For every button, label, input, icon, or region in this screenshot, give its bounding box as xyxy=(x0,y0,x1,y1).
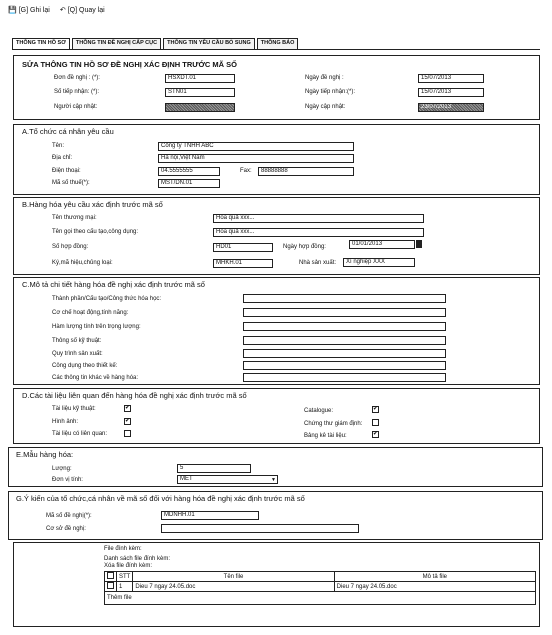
luong-input[interactable]: 5 xyxy=(177,464,251,473)
cong-dung-input[interactable] xyxy=(243,361,446,370)
don-de-nghi-input[interactable]: HSXDT.01 xyxy=(165,74,235,83)
tai-lieu-ky-thuat-checkbox[interactable] xyxy=(124,405,131,412)
page-title: SỬA THÔNG TIN HỒ SƠ ĐỀ NGHỊ XÁC ĐỊNH TRƯỚC MÃ SỐ xyxy=(22,60,237,69)
tab-divider xyxy=(12,49,540,50)
dien-thoai-input[interactable]: 04.5555555 xyxy=(158,167,220,176)
catalogue-label: Catalogue: xyxy=(304,408,334,414)
col-ten-file: Tên file xyxy=(133,572,334,582)
so-hop-dong-label: Số hợp đồng: xyxy=(52,244,89,250)
catalogue-checkbox[interactable] xyxy=(372,406,379,413)
table-row xyxy=(105,582,536,592)
thanh-phan-input[interactable] xyxy=(243,294,446,303)
them-file-cell xyxy=(105,592,536,605)
back-button[interactable] xyxy=(60,6,105,14)
hinh-anh-checkbox[interactable] xyxy=(124,418,131,425)
tab-thong-bao[interactable]: THÔNG BÁO xyxy=(257,38,299,49)
quy-trinh-label: Quy trình sản xuất: xyxy=(52,351,103,357)
select-all-checkbox[interactable] xyxy=(107,572,114,579)
row-select-cell xyxy=(105,582,117,592)
thong-so-label: Thông số kỹ thuật: xyxy=(52,338,102,344)
section-g-title: G.Ý kiến của tổ chức,cá nhân về mã số đối với hàng hóa đề nghị xác định trước mã số xyxy=(16,494,305,503)
nguoi-cap-nhat-label: Người cập nhật: xyxy=(54,104,98,110)
ky-ma-hieu-input[interactable]: MHKH.01 xyxy=(213,259,273,268)
thong-tin-khac-input[interactable] xyxy=(243,373,446,382)
dien-thoai-label: Điện thoại: xyxy=(52,168,81,174)
thanh-phan-label: Thành phần/Cấu tạo/Công thức hóa học: xyxy=(52,296,162,302)
ham-luong-input[interactable] xyxy=(243,322,446,331)
files-table-header xyxy=(105,572,536,582)
ngay-hop-dong-label: Ngày hợp đồng: xyxy=(283,244,326,250)
save-label: [G] Ghi lại xyxy=(18,6,50,14)
mst-label: Mã số thuế(*): xyxy=(52,180,90,186)
fax-input[interactable]: 88888888 xyxy=(258,167,354,176)
section-a-title: A.Tổ chức cá nhân yêu cầu xyxy=(22,127,114,136)
bang-ke-checkbox[interactable] xyxy=(372,431,379,438)
so-tiep-nhan-label: Số tiếp nhận: (*): xyxy=(54,89,100,95)
tai-lieu-lien-quan-checkbox[interactable] xyxy=(124,430,131,437)
xoa-file-label: Xóa file đính kèm: xyxy=(104,563,153,569)
tab-yeu-cau-bo-sung[interactable]: THÔNG TIN YÊU CẦU BỔ SUNG xyxy=(163,38,255,49)
ham-luong-label: Hàm lượng tính trên trọng lượng: xyxy=(52,324,141,330)
nha-san-xuat-label: Nhà sản xuất: xyxy=(299,260,337,266)
don-vi-tinh-label: Đơn vị tính: xyxy=(52,477,83,483)
co-so-input[interactable] xyxy=(161,524,359,533)
file-dinh-kem-label: File đính kèm: xyxy=(104,546,142,552)
tai-lieu-lien-quan-label: Tài liệu có liên quan: xyxy=(52,431,108,437)
row-checkbox[interactable] xyxy=(107,582,114,589)
calendar-icon[interactable] xyxy=(416,240,422,248)
back-arrow-icon: ↶ xyxy=(59,7,66,14)
nha-san-xuat-input[interactable]: Xí nghiệp XXX xyxy=(343,258,415,267)
don-vi-tinh-value: MET xyxy=(180,476,193,482)
luong-label: Lượng: xyxy=(52,466,72,472)
thong-tin-khac-label: Các thông tin khác về hàng hóa: xyxy=(52,375,139,381)
nguoi-cap-nhat-input xyxy=(165,103,235,112)
add-file-row xyxy=(105,592,536,605)
tab-thong-tin-ho-so[interactable]: THÔNG TIN HỒ SƠ xyxy=(12,38,70,49)
row-file-link[interactable]: Dieu 7 ngay 24.05.doc xyxy=(133,582,334,592)
save-icon: 💾 xyxy=(8,7,17,14)
ten-goi-input[interactable]: Hoa quả xxx... xyxy=(213,228,424,237)
save-button[interactable] xyxy=(8,6,50,14)
tab-de-nghi-cap-cuc[interactable]: THÔNG TIN ĐỀ NGHỊ CẤP CỤC xyxy=(72,38,161,49)
section-e-title: E.Mẫu hàng hóa: xyxy=(16,450,74,459)
col-mo-ta-file: Mô tả file xyxy=(334,572,535,582)
tab-bar xyxy=(12,38,300,49)
toolbar xyxy=(8,6,105,14)
select-all-cell xyxy=(105,572,117,582)
row-mo-ta: Dieu 7 ngay 24.05.doc xyxy=(334,582,535,592)
ten-label: Tên: xyxy=(52,143,65,149)
co-so-label: Cơ sở đề nghị: xyxy=(46,526,86,532)
ky-ma-hieu-label: Ký,mã hiệu,chủng loại: xyxy=(52,260,113,266)
quy-trinh-input[interactable] xyxy=(243,349,446,358)
ngay-tiep-nhan-input[interactable]: 15/07/2013 xyxy=(418,88,484,97)
ngay-de-nghi-label: Ngày đề nghị : xyxy=(305,75,344,81)
ten-goi-label: Tên gọi theo cấu tạo,công dụng: xyxy=(52,229,139,235)
ngay-cap-nhat-input: 23/07/2013 xyxy=(418,103,484,112)
ten-input[interactable]: Công ty TNHH ABC xyxy=(158,142,354,151)
section-d-title: D.Các tài liệu liên quan đến hàng hóa đề nghị xác định trước mã số xyxy=(22,391,247,400)
thong-so-input[interactable] xyxy=(243,336,446,345)
mst-input[interactable]: MST/DN.01 xyxy=(158,179,220,188)
don-vi-tinh-select[interactable] xyxy=(177,475,278,484)
chung-thu-checkbox[interactable] xyxy=(372,419,379,426)
ngay-tiep-nhan-label: Ngày tiếp nhận:(*): xyxy=(305,89,356,95)
dia-chi-input[interactable]: Hà nội,Việt Nam xyxy=(158,154,354,163)
don-de-nghi-label: Đơn đề nghị : (*): xyxy=(54,75,100,81)
bang-ke-label: Bảng kê tài liệu: xyxy=(304,433,347,439)
so-tiep-nhan-input[interactable]: STN01 xyxy=(165,88,235,97)
dia-chi-label: Địa chỉ: xyxy=(52,155,73,161)
cong-dung-label: Công dụng theo thiết kế: xyxy=(52,363,118,369)
section-b-title: B.Hàng hóa yêu cầu xác định trước mã số xyxy=(22,200,163,209)
tai-lieu-ky-thuat-label: Tài liệu kỹ thuật: xyxy=(52,406,96,412)
ten-thuong-mai-input[interactable]: Hoa quả xxx... xyxy=(213,214,424,223)
danh-sach-file-label: Danh sách file đính kèm: xyxy=(104,556,171,562)
so-hop-dong-input[interactable]: HD01 xyxy=(213,243,273,252)
co-che-input[interactable] xyxy=(243,308,446,317)
fax-label: Fax: xyxy=(240,168,252,174)
col-stt: STT xyxy=(117,572,133,582)
chung-thu-label: Chứng thư giám định: xyxy=(304,421,363,427)
files-table xyxy=(104,571,536,605)
ngay-cap-nhat-label: Ngày cập nhật: xyxy=(305,104,346,110)
ngay-hop-dong-input[interactable]: 01/01/2013 xyxy=(349,240,415,249)
ma-so-input[interactable]: MDNHH.01 xyxy=(161,511,259,520)
ma-so-label: Mã số đề nghị(*): xyxy=(46,513,92,519)
them-file-link[interactable]: Thêm file xyxy=(107,595,132,601)
section-c-title: C.Mô tả chi tiết hàng hóa đề nghị xác định trước mã số xyxy=(22,280,205,289)
row-stt: 1 xyxy=(117,582,133,592)
co-che-label: Cơ chế hoạt động,tính năng: xyxy=(52,310,129,316)
back-label: [Q] Quay lại xyxy=(67,6,105,14)
ngay-de-nghi-input[interactable]: 15/07/2013 xyxy=(418,74,484,83)
chevron-down-icon: ▼ xyxy=(271,477,276,483)
hinh-anh-label: Hình ảnh: xyxy=(52,419,79,425)
ten-thuong-mai-label: Tên thương mại: xyxy=(52,215,97,221)
